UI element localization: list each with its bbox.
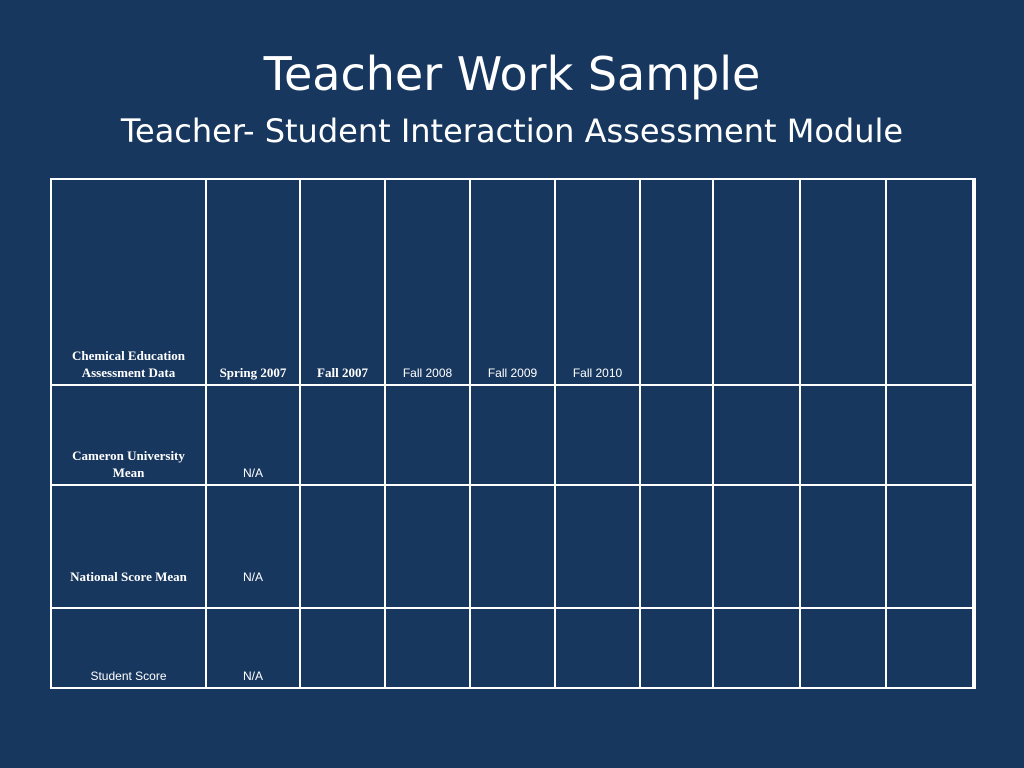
row-label-national-mean: National Score Mean [51, 485, 206, 608]
table-cell [886, 485, 973, 608]
table-cell [886, 608, 973, 688]
table-row [51, 385, 975, 485]
table-cell [555, 608, 640, 688]
table-header-row [51, 179, 975, 385]
header-col-9 [886, 179, 973, 385]
row-label-cameron-mean: Cameron University Mean [51, 385, 206, 485]
table-cell: N/A [206, 485, 300, 608]
table-cell [470, 385, 555, 485]
header-col-2: Fall 2007 [300, 179, 385, 385]
table-cell [300, 385, 385, 485]
table-cell [800, 608, 886, 688]
table-cell [470, 608, 555, 688]
table-cell [640, 385, 713, 485]
header-col-1: Spring 2007 [206, 179, 300, 385]
table-cell [800, 385, 886, 485]
assessment-table [50, 178, 976, 689]
table-cell [973, 608, 975, 688]
table-cell [713, 485, 800, 608]
table-cell [555, 485, 640, 608]
table-cell [300, 485, 385, 608]
header-col-4: Fall 2009 [470, 179, 555, 385]
table-cell [640, 608, 713, 688]
table-cell [713, 608, 800, 688]
table-cell [973, 485, 975, 608]
table-cell [640, 485, 713, 608]
table-cell: N/A [206, 608, 300, 688]
table-cell: N/A [206, 385, 300, 485]
header-col-8 [800, 179, 886, 385]
table-cell [470, 485, 555, 608]
header-row-label: Chemical Education Assessment Data [51, 179, 206, 385]
table-cell [385, 485, 470, 608]
header-col-3: Fall 2008 [385, 179, 470, 385]
table-cell [385, 608, 470, 688]
header-col-7 [713, 179, 800, 385]
row-label-student-score: Student Score [51, 608, 206, 688]
table-cell [385, 385, 470, 485]
table-cell [886, 385, 973, 485]
table-row [51, 608, 975, 688]
table-cell [300, 608, 385, 688]
table-cell [555, 385, 640, 485]
header-col-5: Fall 2010 [555, 179, 640, 385]
table-cell [713, 385, 800, 485]
slide-subtitle: Teacher- Student Interaction Assessment Module [120, 112, 904, 150]
table-cell [800, 485, 886, 608]
table-cell [973, 385, 975, 485]
header-col-6 [640, 179, 713, 385]
header-col-10 [973, 179, 975, 385]
slide-title: Teacher Work Sample [263, 47, 761, 101]
table-row [51, 485, 975, 608]
